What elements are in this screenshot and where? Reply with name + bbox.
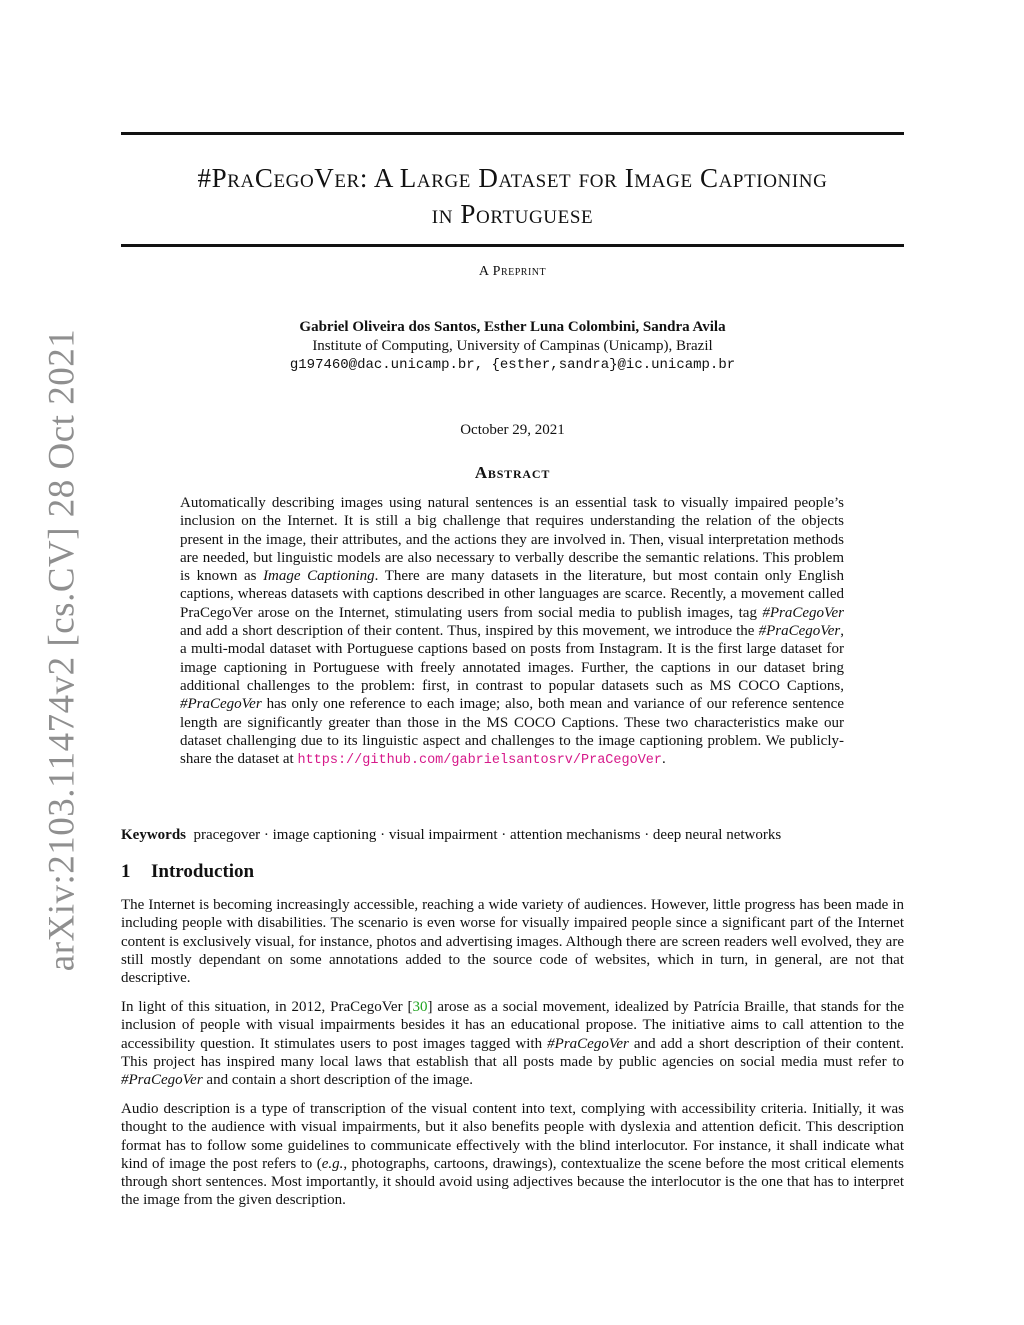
paper-title <box>121 160 904 232</box>
intro-paragraph-1: The Internet is becoming increasingly accessible, reaching a wide variety of audiences. However, little progress has been made in including people with disabilities. The scenario is even worse for visually impaired people since a significant part of the Internet content is exclusively visual, for instance, photos and advertising images. Although there are screen readers well evolved, they are still mostly dependant on some annotations added to the source code of websites, which in turn, in general, are not that descriptive. <box>121 897 904 987</box>
title-line-2: in Portuguese <box>431 199 594 229</box>
intro-paragraph-3: Audio description is a type of transcription of the visual content into text, complying with accessibility criteria. Initially, it was thought to the audience with visual impairments, but it also benefits people with dyslexia and attention deficit. This description format has to follow some guidelines to communicate effectively with the blind interlocutor. For instance, it shall indicate what kind of image the post refers to (e.g., photographs, cartoons, drawings), contextualize the scene before the most critical elements through short sentences. Most importantly, it should avoid using adjectives because the interlocutor is the one that has to interpret the image from the given description. <box>121 1101 904 1209</box>
title-top-rule <box>121 132 904 135</box>
keywords-list: pracegover · image captioning · visual impairment · attention mechanisms · deep neural networks <box>193 827 782 843</box>
author-emails: g197460@dac.unicamp.br, {esther,sandra}@ic.unicamp.br <box>289 357 736 373</box>
author-block <box>121 318 904 375</box>
author-affiliation: Institute of Computing, University of Campinas (Unicamp), Brazil <box>312 338 713 354</box>
intro-paragraph-2: In light of this situation, in 2012, PraCegoVer [30] arose as a social movement, idealized by Patrícia Braille, that stands for the inclusion of people with visual impairments besides it has an educational propose. The initiative aims to call attention to the accessibility question. It stimulates users to post images tagged with #PraCegoVer and add a short description of their content. This project has inspired many local laws that establish that all posts made by public agencies on social media must refer to #PraCegoVer and contain a short description of the image. <box>121 999 904 1089</box>
abstract-heading: Abstract <box>474 463 551 482</box>
author-names: Gabriel Oliveira dos Santos, Esther Luna Colombini, Sandra Avila <box>299 319 726 335</box>
paper-date: October 29, 2021 <box>460 422 565 438</box>
abstract-text: Automatically describing images using natural sentences is an essential task to visually impaired people’s inclusion on the Internet. It is still a big challenge that requires understanding the relation of the objects present in the image, their attributes, and the actions they are involved in. Then, visual interpretation methods are needed, but linguistic models are also necessary to verbally describe the semantic relations. This problem is known as Image Captioning. There are many datasets in the literature, but most contain only English captions, whereas datasets with captions described in other languages are scarce. Recently, a movement called PraCegoVer arose on the Internet, stimulating users from social media to publish images, tag #PraCegoVer and add a short description of their content. Thus, inspired by this movement, we introduce the #PraCegoVer, a multi-modal dataset with Portuguese captions based on posts from Instagram. It is the first large dataset for image captioning in Portuguese with freely annotated images. Further, the captions in our dataset bring additional challenges to the problem: first, in contrast to popular datasets such as MS COCO Captions, #PraCegoVer has only one reference to each image; also, both mean and variance of our reference sentence length are significantly greater than those in the MS COCO Captions. These two characteristics make our dataset challenging due to its linguistic aspect and challenges to the image captioning problem. We publicly-share the dataset at https://github.com/gabrielsantosrv/PraCegoVer. <box>180 495 844 769</box>
title-line-1: #PraCegoVer: A Large Dataset for Image Captioning <box>197 163 828 193</box>
title-bottom-rule <box>121 244 904 247</box>
section-heading-introduction: 1 Introduction <box>121 861 255 882</box>
arxiv-sidebar-stamp: arXiv:2103.11474v2 [cs.CV] 28 Oct 2021 <box>41 328 83 972</box>
dataset-link[interactable]: https://github.com/gabrielsantosrv/PraCegoVer <box>297 753 663 769</box>
keywords-label: Keywords <box>121 827 186 843</box>
citation-link[interactable]: 30 <box>412 999 428 1015</box>
preprint-label: A Preprint <box>478 264 547 279</box>
keywords-line <box>121 826 904 844</box>
